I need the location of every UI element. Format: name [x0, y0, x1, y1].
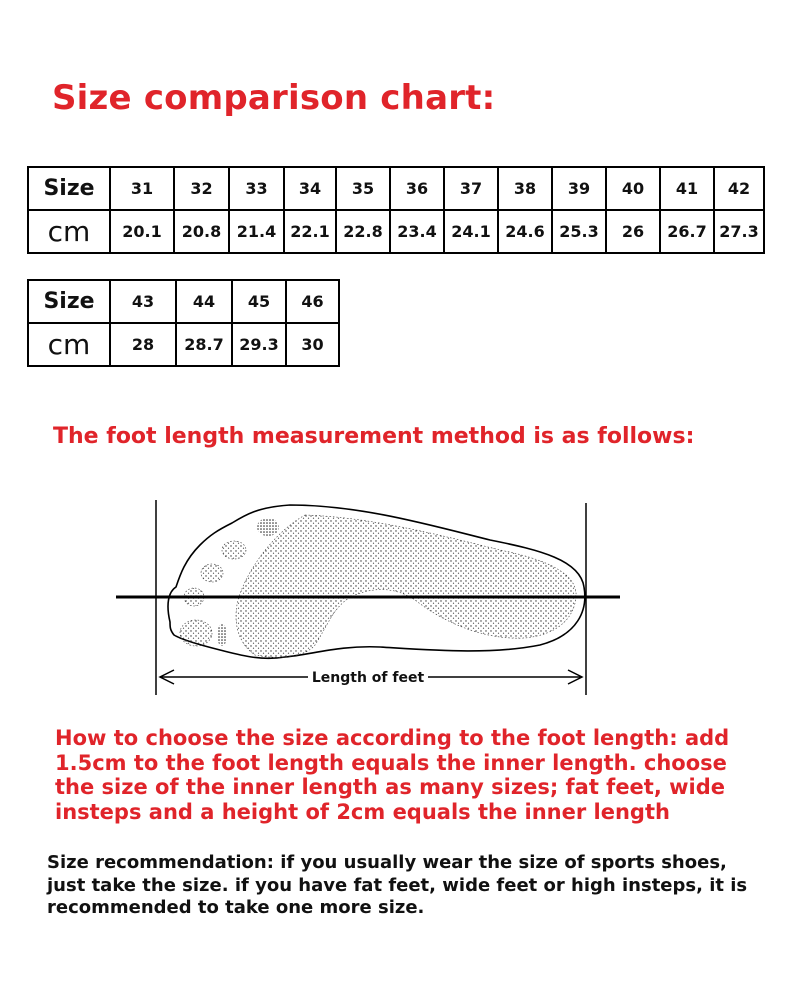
- size-row-label: Size: [28, 280, 110, 323]
- size-row: [28, 280, 339, 323]
- cm-cell: 26.7: [660, 210, 714, 253]
- cm-cell: 27.3: [714, 210, 764, 253]
- size-cell: 40: [606, 167, 660, 210]
- size-cell: 36: [390, 167, 444, 210]
- cm-row: [28, 323, 339, 366]
- size-row: [28, 167, 764, 210]
- size-cell: 38: [498, 167, 552, 210]
- measurement-subtitle: The foot length measurement method is as follows:: [53, 424, 695, 449]
- cm-cell: 24.6: [498, 210, 552, 253]
- cm-cell: 28: [110, 323, 176, 366]
- toe-2: [222, 541, 246, 559]
- size-cell: 31: [110, 167, 174, 210]
- cm-cell: 22.1: [284, 210, 336, 253]
- toe-3: [201, 564, 223, 582]
- size-cell: 43: [110, 280, 176, 323]
- size-cell: 39: [552, 167, 606, 210]
- cm-cell: 30: [286, 323, 339, 366]
- cm-cell: 26: [606, 210, 660, 253]
- cm-cell: 21.4: [229, 210, 284, 253]
- size-recommendation: Size recommendation: if you usually wear the size of sports shoes, just take the size. if you have fat feet, wide feet or high insteps, it is recommended to take one more size.: [47, 852, 748, 918]
- size-cell: 34: [284, 167, 336, 210]
- cm-cell: 20.8: [174, 210, 229, 253]
- cm-cell: 22.8: [336, 210, 390, 253]
- size-cell: 46: [286, 280, 339, 323]
- size-cell: 42: [714, 167, 764, 210]
- cm-row: [28, 210, 764, 253]
- size-row-label: Size: [28, 167, 110, 210]
- size-cell: 37: [444, 167, 498, 210]
- cm-cell: 29.3: [232, 323, 286, 366]
- foot-measurement-diagram: [110, 495, 630, 700]
- cm-cell: 20.1: [110, 210, 174, 253]
- cm-cell: 24.1: [444, 210, 498, 253]
- size-choice-instructions: How to choose the size according to the foot length: add 1.5cm to the foot length equals the inner length. choose the size of the inner length as many sizes; fat feet, wide insteps and a height of 2cm equals the inner length: [55, 726, 730, 824]
- foot-outline-icon: [168, 505, 585, 658]
- cm-cell: 25.3: [552, 210, 606, 253]
- size-cell: 45: [232, 280, 286, 323]
- cm-cell: 23.4: [390, 210, 444, 253]
- size-cell: 32: [174, 167, 229, 210]
- size-cell: 33: [229, 167, 284, 210]
- size-cell: 35: [336, 167, 390, 210]
- cm-cell: 28.7: [176, 323, 232, 366]
- size-table-2: [27, 279, 340, 367]
- cm-row-label: cm: [28, 323, 110, 366]
- page-title: Size comparison chart:: [52, 78, 496, 118]
- size-cell: 41: [660, 167, 714, 210]
- toe-1: [257, 518, 279, 536]
- cm-row-label: cm: [28, 210, 110, 253]
- size-table-1: [27, 166, 765, 254]
- length-of-feet-label: Length of feet: [311, 670, 425, 686]
- toe-5: [180, 620, 212, 646]
- size-cell: 44: [176, 280, 232, 323]
